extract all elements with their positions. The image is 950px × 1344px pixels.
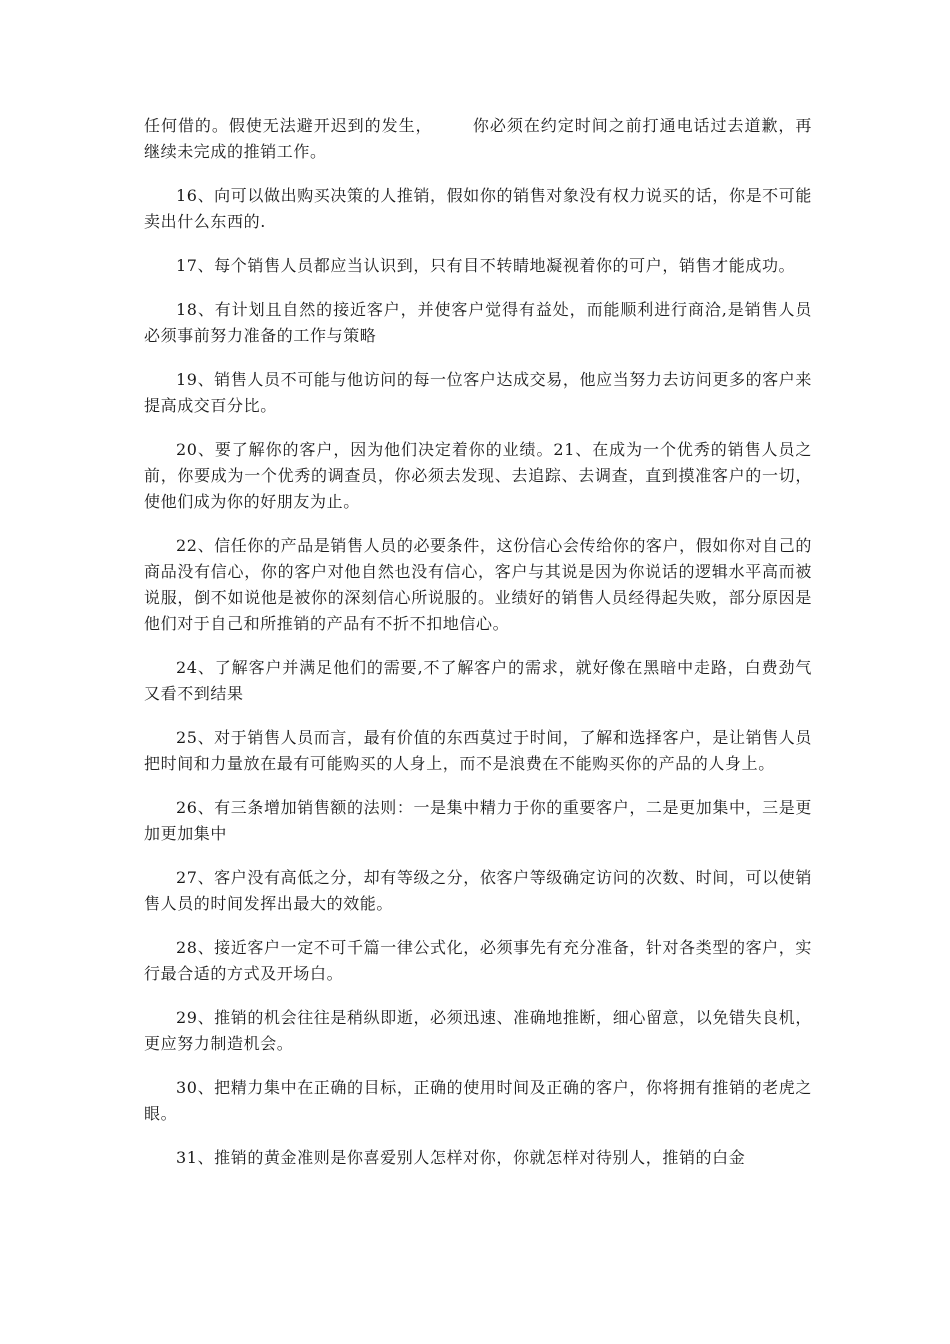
paragraph-text-part1: 任何借的。假使无法避开迟到的发生，	[144, 116, 433, 135]
paragraph-24: 24、了解客户并满足他们的需要,不了解客户的需求，就好像在黑暗中走路，白费劲气又看不到结果	[144, 658, 812, 703]
paragraph-29: 29、推销的机会往往是稍纵即逝，必须迅速、准确地推断，细心留意，以免错失良机，更应努力制造机会。	[144, 1008, 812, 1053]
paragraph-18: 18、有计划且自然的接近客户，并使客户觉得有益处，而能顺利进行商洽,是销售人员必须事前努力准备的工作与策略	[144, 300, 812, 345]
paragraph-17: 17、每个销售人员都应当认识到，只有目不转睛地凝视着你的可户，销售才能成功。	[176, 256, 796, 275]
paragraph-16: 16、向可以做出购买决策的人推销，假如你的销售对象没有权力说买的话，你是不可能卖出什么东西的.	[144, 186, 812, 231]
paragraph-30: 30、把精力集中在正确的目标，正确的使用时间及正确的客户，你将拥有推销的老虎之眼。	[144, 1078, 812, 1123]
paragraph-26: 26、有三条增加销售额的法则：一是集中精力于你的重要客户，二是更加集中，三是更加更加集中	[144, 798, 812, 843]
paragraph-19: 19、销售人员不可能与他访问的每一位客户达成交易，他应当努力去访问更多的客户来提高成交百分比。	[144, 370, 812, 415]
paragraph-25: 25、对于销售人员而言，最有价值的东西莫过于时间，了解和选择客户，是让销售人员把时间和力量放在最有可能购买的人身上，而不是浪费在不能购买你的产品的人身上。	[144, 728, 812, 773]
paragraph-22: 22、信任你的产品是销售人员的必要条件，这份信心会传给你的客户，假如你对自己的商品没有信心，你的客户对他自然也没有信心，客户与其说是因为你说话的逻辑水平高而被说服，倒不如说他是被你的深刻信心所说服的。业绩好的销售人员经得起失败，部分原因是他们对于自己和所推销的产品有不折不扣地信心。	[144, 536, 812, 633]
paragraph-31: 31、推销的黄金准则是你喜爱别人怎样对你，你就怎样对待别人，推销的白金	[176, 1148, 746, 1167]
document-body	[144, 113, 812, 1189]
paragraph-text-part2: 你必须在约定时间之前打通电话过去道歉，再继续未完成的推销工作。	[144, 116, 812, 161]
paragraph-20-21: 20、要了解你的客户，因为他们决定着你的业绩。21、在成为一个优秀的销售人员之前，你要成为一个优秀的调查员，你必须去发现、去追踪、去调查，直到摸准客户的一切，使他们成为你的好朋友为止。	[144, 440, 812, 511]
paragraph-27: 27、客户没有高低之分，却有等级之分，依客户等级确定访问的次数、时间，可以使销售人员的时间发挥出最大的效能。	[144, 868, 812, 913]
paragraph-28: 28、接近客户一定不可千篇一律公式化，必须事先有充分准备，针对各类型的客户，实行最合适的方式及开场白。	[144, 938, 812, 983]
paragraph-continuation	[144, 113, 812, 165]
